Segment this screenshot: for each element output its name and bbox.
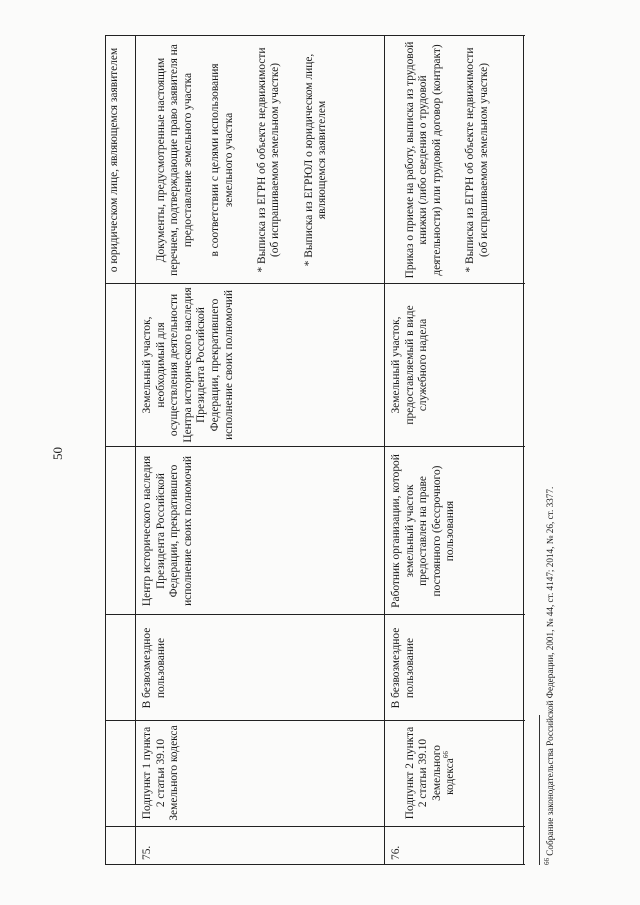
rotated-table-region [105,35,555,865]
row-75-basis: Подпункт 1 пункта 2 статьи 39.10 Земельного кодекса [141,725,181,821]
row-75-subject: Центр исторического наследия Президента Российской Федерации, прекратившего исполнение своих полномочий [141,455,194,607]
row-75-documents [141,40,343,280]
footnote-rule [539,715,540,865]
row-76-subject: Работник организации, которой земельный участок предоставлен на праве постоянного (бессрочного) пользования [390,454,457,608]
continued-cell: о юридическом лице, являющемся заявителем [108,47,120,273]
legal-table [105,35,525,865]
row-75-number: 75. [141,845,153,860]
row-76-parcel: Земельный участок, предоставляемый в виде служебного надела [390,305,430,425]
row-75-parcel: Земельный участок, необходимый для осуществления деятельности Центра исторического наследия Президента Российской Федерации, прекратившего исполнение своих полномочий [141,287,235,443]
row-76-doc-2: * Выписка из ЕГРН об объекте недвижимости (об испрашиваемом земельном участке) [463,47,490,273]
row-75-doc-3: * Выписка из ЕГРН об объекте недвижимости (об испрашиваемом земельном участке) [255,47,282,273]
footnote [542,486,556,865]
row-76-documents [390,40,505,280]
row-75-doc-4: * Выписка из ЕГРЮЛ о юридическом лице, являющемся заявителем [302,53,329,267]
footnote-marker: 66 [542,858,551,865]
row-76-right: В безвозмездное пользование [390,627,416,709]
footnote-text: Собрание законодательства Российской Федерации, 2001, № 44, ст. 4147; 2014, № 26, ст. 3377. [545,486,555,856]
row-76-number: 76. [390,845,402,860]
row-76-basis [390,723,458,823]
row-75-doc-1: Документы, предусмотренные настоящим перечнем, подтверждающие право заявителя на предоставление земельного участка [154,44,194,276]
page-number: 50 [50,447,65,460]
row-75-right: В безвозмездное пользование [141,627,167,709]
row-75-doc-2: в соответствии с целями использования земельного участка [208,63,235,257]
row-76-basis-text: Подпункт 2 пункта 2 статьи 39.10 Земельного кодекса [403,726,457,820]
row-76-footnote-ref: 66 [442,751,451,759]
row-76-doc-1: Приказ о приеме на работу, выписка из трудовой книжки (либо сведения о трудовой деятельности) или трудовой договор (контракт) [403,41,443,279]
